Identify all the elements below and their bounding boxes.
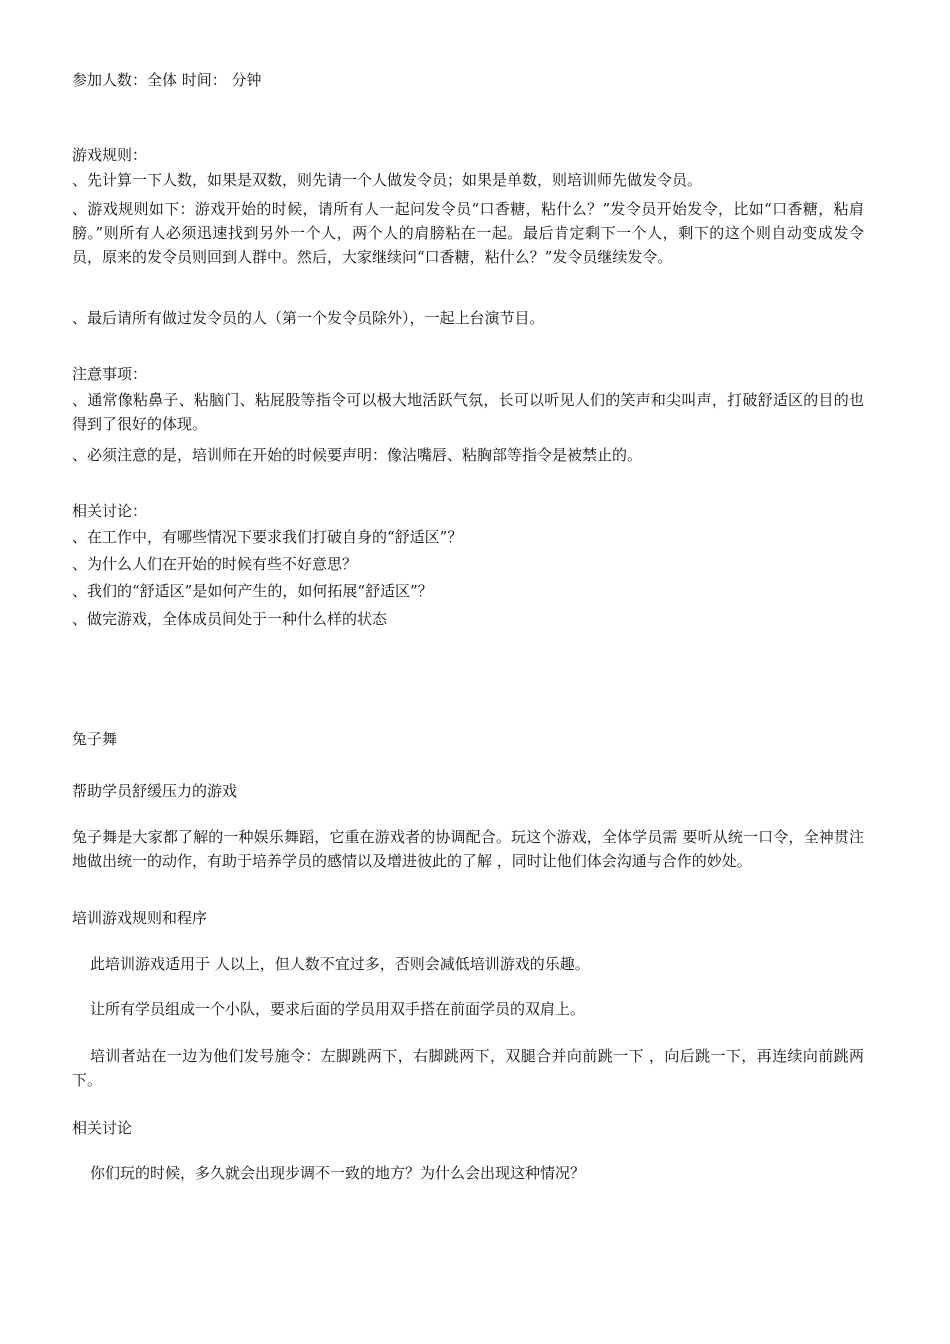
procedure-heading: 培训游戏规则和程序 bbox=[72, 909, 208, 927]
discussion-heading-2: 相关讨论 bbox=[72, 1119, 133, 1137]
discussion-item: 、我们的“舒适区”是如何产生的，如何拓展“舒适区”？ bbox=[72, 582, 433, 600]
procedure-step: 此培训游戏适用于 人以上，但人数不宜过多，否则会减低培训游戏的乐趣。 bbox=[90, 955, 590, 973]
participants-line: 参加人数：全体 时间： 分钟 bbox=[72, 71, 262, 89]
section-title: 兔子舞 bbox=[72, 730, 118, 748]
note-item: 、通常像粘鼻子、粘脑门、粘屁股等指令可以极大地活跃气氛，长可以听见人们的笑声和尖叫声，打破舒适区的目的也得到了很好的体现。 bbox=[72, 391, 864, 433]
discussion-item-2: 你们玩的时候，多久就会出现步调不一致的地方？为什么会出现这种情况？ bbox=[90, 1164, 586, 1182]
intro-paragraph: 兔子舞是大家都了解的一种娱乐舞蹈，它重在游戏者的协调配合。玩这个游戏，全体学员需 要听从统一口令，全神贯注地做出统一的动作，有助于培养学员的感情以及增进彼此的了解 ，同时让他们体会沟通与合作的妙处。 bbox=[72, 828, 864, 870]
discussion-item: 、为什么人们在开始的时候有些不好意思？ bbox=[72, 555, 358, 573]
rule-item: 、先计算一下人数，如果是双数，则先请一个人做发令员；如果是单数，则培训师先做发令员。 bbox=[72, 171, 703, 189]
section-subtitle: 帮助学员舒缓压力的游戏 bbox=[72, 782, 238, 800]
notes-heading: 注意事项： bbox=[72, 365, 148, 383]
procedure-step: 培训者站在一边为他们发号施令：左脚跳两下，右脚跳两下，双腿合并向前跳一下 ，向后跳一下，再连续向前跳两下。 bbox=[72, 1047, 864, 1089]
discussion-heading: 相关讨论： bbox=[72, 502, 148, 520]
rule-item: 、游戏规则如下：游戏开始的时候，请所有人一起问发令员“口香糖，粘什么？”发令员开始发令，比如“口香糖，粘肩膀。”则所有人必须迅速找到另外一个人，两个人的肩膀粘在一起。最后肯定剩下一个人，剩下的这个则自动变成发令员，原来的发令员则回到人群中。然后，大家继续问“口香糖，粘什么？”发令员继续发令。 bbox=[72, 200, 864, 266]
discussion-item: 、在工作中，有哪些情况下要求我们打破自身的“舒适区”？ bbox=[72, 528, 463, 546]
note-item: 、必须注意的是，培训师在开始的时候要声明：像沾嘴唇、粘胸部等指令是被禁止的。 bbox=[72, 446, 643, 464]
rules-heading: 游戏规则： bbox=[72, 146, 148, 164]
procedure-step: 让所有学员组成一个小队，要求后面的学员用双手搭在前面学员的双肩上。 bbox=[90, 1000, 586, 1018]
discussion-item: 、做完游戏，全体成员间处于一种什么样的状态 bbox=[72, 610, 388, 628]
rule-item: 、最后请所有做过发令员的人（第一个发令员除外），一起上台演节目。 bbox=[72, 309, 545, 327]
